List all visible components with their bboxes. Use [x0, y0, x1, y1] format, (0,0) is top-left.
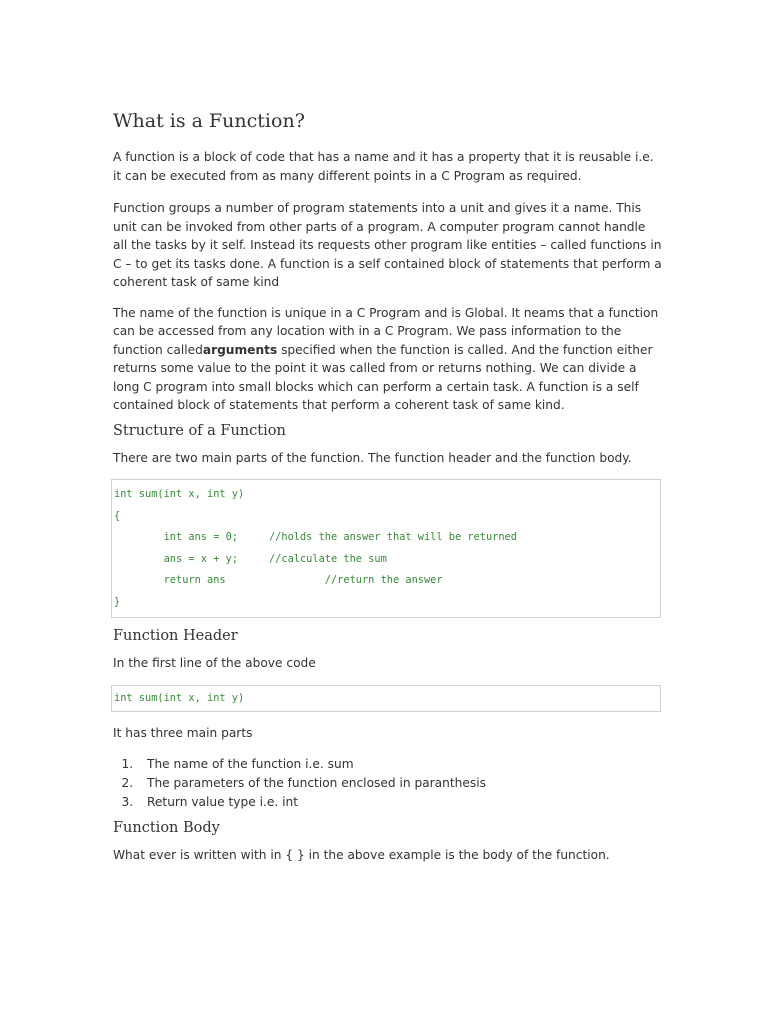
intro-paragraph-1: A function is a block of code that has a name and it has a property that it is reusable i.e. it can be executed from as many different points in a C Program as required.: [113, 150, 654, 183]
parts-list: [113, 755, 663, 812]
list-item: 3. Return value type i.e. int: [137, 793, 663, 812]
list-item: 1. The name of the function i.e. sum: [137, 755, 663, 774]
intro-paragraph-3: [113, 304, 663, 415]
page-title: What is a Function?: [113, 110, 305, 132]
arguments-term: arguments: [202, 342, 278, 357]
list-item: 2. The parameters of the function enclosed in paranthesis: [137, 774, 663, 793]
code-line: int sum(int x, int y): [114, 488, 245, 500]
function-header-text: In the first line of the above code: [113, 656, 316, 670]
function-body-text: What ever is written with in { } in the above example is the body of the function.: [113, 847, 610, 862]
code-line: ans = x + y; //calculate the sum: [114, 552, 387, 565]
intro-paragraph-2: Function groups a number of program statements into a unit and gives it a name. This unit can be invoked from other parts of a program. A computer program cannot handle all the tasks by it self. Instead its requests other program like entities – called functions in C – to get its tasks done. A function is a self contained block of statements that perform a coherent task of same kind: [113, 201, 662, 289]
intro-paragraph-3-start: The name of the function is unique in a C Program and is Global. It neams that a function can be accessed from any location with in a C Program. We pass information to the function called: [113, 305, 659, 357]
code-line: }: [114, 595, 121, 608]
code-line: {: [114, 509, 121, 522]
intro-paragraph-3-end: specified when the function is called. And the function either returns some value to the point it was called from or returns nothing. We can divide a long C program into small blocks which can perform a certain task. A function is a self contained block of statements that perform a coherent task of same kind.: [113, 342, 653, 412]
function-code-block: [111, 479, 661, 618]
code-line: int ans = 0; //holds the answer that will be returned: [114, 531, 517, 543]
function-header-heading: Function Header: [113, 628, 238, 644]
code-line: return ans //return the answer: [114, 574, 443, 586]
document-page: [113, 108, 663, 876]
header-code-block: [111, 685, 661, 713]
structure-heading: Structure of a Function: [113, 422, 286, 439]
function-body-heading: Function Body: [113, 819, 220, 836]
code-line: int sum(int x, int y): [114, 691, 245, 704]
structure-text: There are two main parts of the function. The function header and the function body.: [113, 450, 632, 465]
parts-intro: It has three main parts: [113, 726, 253, 740]
